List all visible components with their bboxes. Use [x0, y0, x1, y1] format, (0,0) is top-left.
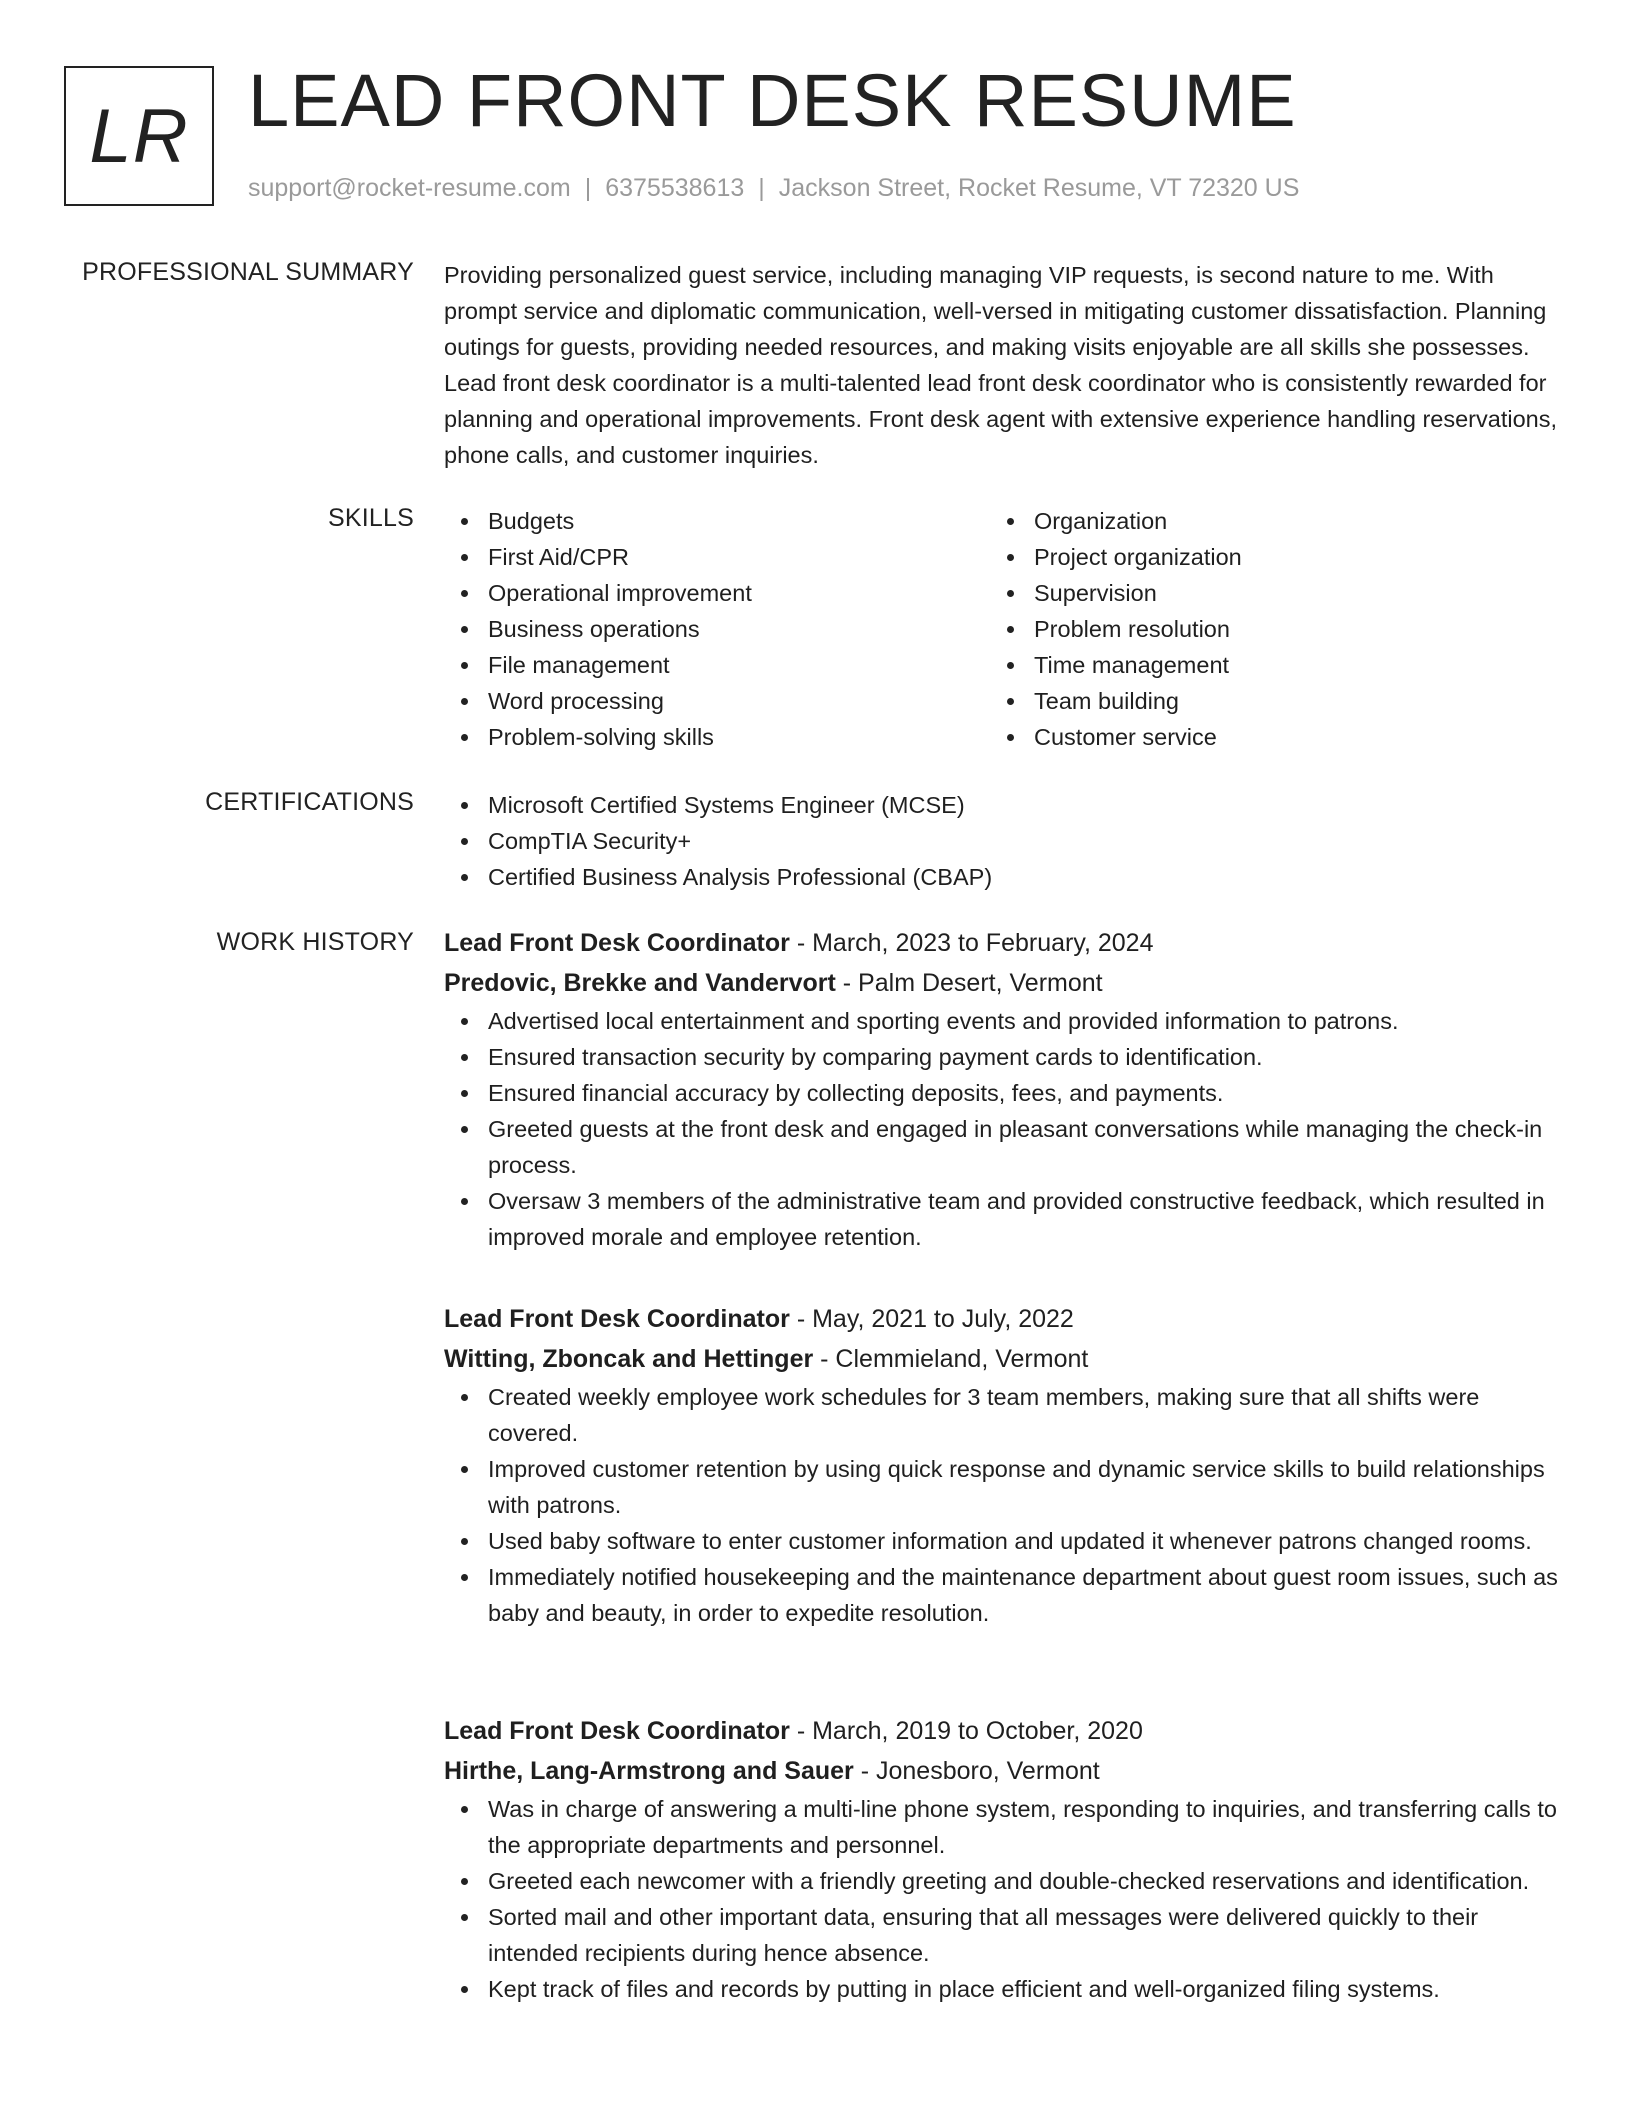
skill-item: Supervision — [990, 575, 1536, 611]
skill-item: First Aid/CPR — [444, 539, 990, 575]
skills-section — [444, 503, 1560, 755]
job-company: Witting, Zboncak and Hettinger — [444, 1345, 814, 1373]
monogram-logo: LR — [64, 66, 214, 206]
job-company-line — [444, 1751, 1560, 1791]
skill-item: Budgets — [444, 503, 990, 539]
job-duty: Used baby software to enter customer information and updated it whenever patrons changed rooms. — [444, 1523, 1560, 1559]
skill-item: Project organization — [990, 539, 1536, 575]
job-entry — [444, 1711, 1560, 2007]
job-duty: Was in charge of answering a multi-line phone system, responding to inquiries, and transferring calls to the appropriate departments and personnel. — [444, 1791, 1560, 1863]
job-company-line — [444, 1339, 1560, 1379]
job-duty: Oversaw 3 members of the administrative team and provided constructive feedback, which resulted in improved morale and employee retention. — [444, 1183, 1560, 1255]
skill-item: Operational improvement — [444, 575, 990, 611]
certifications-heading: CERTIFICATIONS — [205, 788, 414, 816]
job-duty: Greeted guests at the front desk and engaged in pleasant conversations while managing the check-in process. — [444, 1111, 1560, 1183]
job-location: - Jonesboro, Vermont — [853, 1757, 1100, 1785]
skill-item: Time management — [990, 647, 1536, 683]
job-duty: Immediately notified housekeeping and the maintenance department about guest room issues, such as baby and beauty, in order to expedite resolution. — [444, 1559, 1560, 1631]
job-company: Predovic, Brekke and Vandervort — [444, 969, 836, 997]
job-entry — [444, 923, 1560, 1255]
skills-heading: SKILLS — [328, 504, 414, 532]
page-title: LEAD FRONT DESK RESUME — [248, 59, 1297, 142]
job-duty: Ensured financial accuracy by collecting deposits, fees, and payments. — [444, 1075, 1560, 1111]
job-company-line — [444, 963, 1560, 1003]
skills-list-right — [990, 503, 1536, 755]
skill-item: Organization — [990, 503, 1536, 539]
skills-grid — [444, 503, 1560, 755]
job-duty: Sorted mail and other important data, ensuring that all messages were delivered quickly to their intended recipients during hence absence. — [444, 1899, 1560, 1971]
contact-line — [248, 174, 1299, 203]
job-dates: - March, 2023 to February, 2024 — [789, 929, 1154, 957]
job-title: Lead Front Desk Coordinator — [444, 1305, 790, 1333]
contact-separator: | — [758, 174, 765, 202]
job-company: Hirthe, Lang-Armstrong and Sauer — [444, 1757, 854, 1785]
job-duty: Advertised local entertainment and sporting events and provided information to patrons. — [444, 1003, 1560, 1039]
summary-text: Providing personalized guest service, including managing VIP requests, is second nature to me. With prompt service and diplomatic communication, well-versed in mitigating customer dissatisfaction. Planning outings for guests, providing needed resources, and making visits enjoyable are all skills she possesses. Lead front desk coordinator is a multi-talented lead front desk coordinator who is consistently rewarded for planning and operational improvements. Front desk agent with extensive experience handling reservations, phone calls, and customer inquiries. — [444, 262, 1557, 468]
job-title-line — [444, 1299, 1560, 1339]
certification-item: Microsoft Certified Systems Engineer (MCSE) — [444, 787, 1560, 823]
contact-phone: 6375538613 — [605, 174, 745, 202]
skills-list-left — [444, 503, 990, 755]
job-title-line — [444, 923, 1560, 963]
contact-address: Jackson Street, Rocket Resume, VT 72320 US — [778, 174, 1300, 202]
job-location: - Clemmieland, Vermont — [813, 1345, 1089, 1373]
skill-item: Word processing — [444, 683, 990, 719]
job-duty: Ensured transaction security by comparing payment cards to identification. — [444, 1039, 1560, 1075]
skill-item: Customer service — [990, 719, 1536, 755]
summary-section — [444, 257, 1560, 473]
job-duty: Greeted each newcomer with a friendly greeting and double-checked reservations and identification. — [444, 1863, 1560, 1899]
certifications-list — [444, 787, 1560, 895]
contact-separator: | — [584, 174, 592, 202]
job-duty: Improved customer retention by using quick response and dynamic service skills to build relationships with patrons. — [444, 1451, 1560, 1523]
job-title: Lead Front Desk Coordinator — [444, 1717, 790, 1745]
skill-item: Problem-solving skills — [444, 719, 990, 755]
job-location: - Palm Desert, Vermont — [835, 969, 1103, 997]
skill-item: File management — [444, 647, 990, 683]
job-duties-list — [444, 1791, 1560, 2007]
job-duties-list — [444, 1003, 1560, 1255]
job-duty: Kept track of files and records by putting in place efficient and well-organized filing systems. — [444, 1971, 1560, 2007]
job-duties-list — [444, 1379, 1560, 1631]
skill-item: Business operations — [444, 611, 990, 647]
contact-email: support@rocket-resume.com — [248, 174, 571, 202]
job-duty: Created weekly employee work schedules for 3 team members, making sure that all shifts were covered. — [444, 1379, 1560, 1451]
work-history-heading: WORK HISTORY — [216, 928, 414, 956]
job-title: Lead Front Desk Coordinator — [444, 929, 790, 957]
certification-item: Certified Business Analysis Professional (CBAP) — [444, 859, 1560, 895]
certifications-section — [444, 787, 1560, 895]
job-entry — [444, 1299, 1560, 1631]
skill-item: Team building — [990, 683, 1536, 719]
certification-item: CompTIA Security+ — [444, 823, 1560, 859]
summary-heading: PROFESSIONAL SUMMARY — [82, 258, 414, 286]
skill-item: Problem resolution — [990, 611, 1536, 647]
job-dates: - March, 2019 to October, 2020 — [789, 1717, 1143, 1745]
job-title-line — [444, 1711, 1560, 1751]
job-dates: - May, 2021 to July, 2022 — [789, 1305, 1074, 1333]
